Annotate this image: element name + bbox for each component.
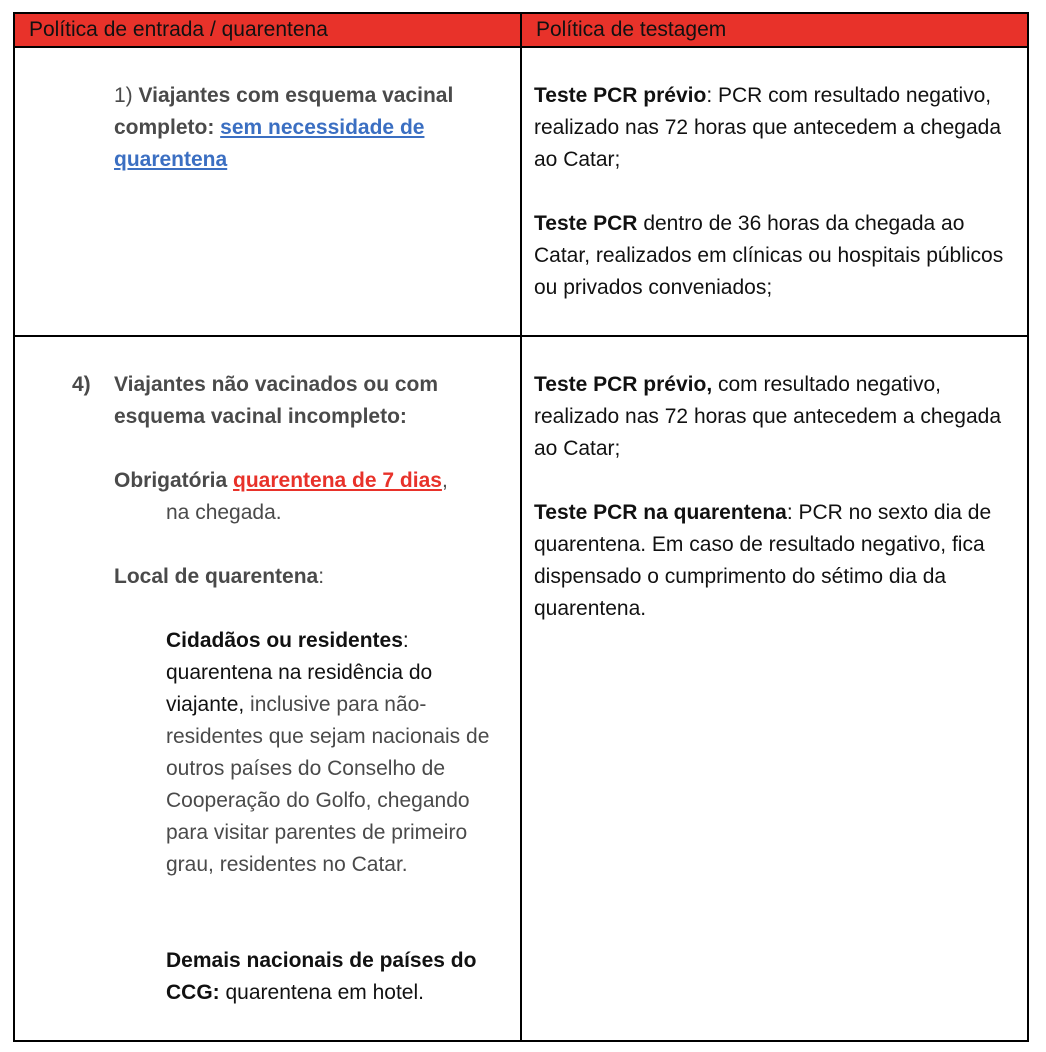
quarantine-7-days-link[interactable]: quarentena de 7 dias xyxy=(233,469,442,492)
mandatory-comma: , xyxy=(441,469,448,492)
row2-mandatory-quarantine xyxy=(114,465,514,497)
header-entry-policy: Política de entrada / quarentena xyxy=(29,18,328,41)
other-gcc-label: Demais nacionais de países do CCG: xyxy=(166,949,477,1004)
other-gcc-text: quarentena em hotel. xyxy=(219,981,424,1004)
row2-category: Viajantes não vacinados ou com esquema vacinal incompleto: xyxy=(114,373,439,428)
quarantine-location-colon: : xyxy=(318,565,325,588)
citizens-residents-block xyxy=(166,625,508,881)
row1-test-prior-text: : PCR com resultado negativo, realizado nas 72 horas que antecedem a chegada ao Catar; xyxy=(534,84,1002,171)
row1-test-arrival xyxy=(534,208,1018,304)
row1-test-arrival-text: dentro de 36 horas da chegada ao Catar, realizados em clínicas ou hospitais públicos ou privados conveniados; xyxy=(534,212,1004,299)
no-quarantine-link[interactable]: sem necessidade de quarentena xyxy=(114,116,425,171)
header-divider xyxy=(13,46,1029,48)
row1-entry-cell xyxy=(114,80,484,176)
row2-testing-cell xyxy=(534,369,1018,625)
row-divider xyxy=(13,335,1029,337)
row2-test-prior xyxy=(534,369,1018,465)
quarantine-location-label: Local de quarentena xyxy=(114,565,319,588)
other-gcc-block xyxy=(166,945,508,1009)
row1-test-prior xyxy=(534,80,1018,176)
header-testing-policy: Política de testagem xyxy=(536,18,727,41)
citizens-label: Cidadãos ou residentes xyxy=(166,629,403,652)
mandatory-rest: na chegada. xyxy=(166,501,282,524)
row2-item-number: 4) xyxy=(72,373,91,396)
mandatory-label: Obrigatória xyxy=(114,469,234,492)
row1-test-prior-label: Teste PCR prévio xyxy=(534,84,707,107)
row1-category: Viajantes com esquema vacinal completo: xyxy=(114,84,454,139)
row2-test-quarantine xyxy=(534,497,1018,625)
row2-test-prior-label: Teste PCR prévio, xyxy=(534,373,713,396)
row2-test-quarantine-label: Teste PCR na quarentena xyxy=(534,501,787,524)
citizens-text: : quarentena na residência do viajante, xyxy=(166,629,433,716)
gcc-visitors-text: inclusive para não-residentes que sejam nacionais de outros países do Conselho de Cooperação do Golfo, chegando para visitar parentes de primeiro grau, residentes no Catar. xyxy=(166,693,490,876)
quarantine-location xyxy=(114,561,324,593)
column-divider xyxy=(520,12,522,1042)
row1-testing-cell xyxy=(534,80,1018,304)
row2-test-quarantine-text: : PCR no sexto dia de quarentena. Em caso de resultado negativo, fica dispensado o cumprimento do sétimo dia da quarentena. xyxy=(534,501,992,620)
row2-test-prior-text: com resultado negativo, realizado nas 72 horas que antecedem a chegada ao Catar; xyxy=(534,373,1002,460)
row1-test-arrival-label: Teste PCR xyxy=(534,212,638,235)
row1-item-number: 1) xyxy=(114,84,139,107)
